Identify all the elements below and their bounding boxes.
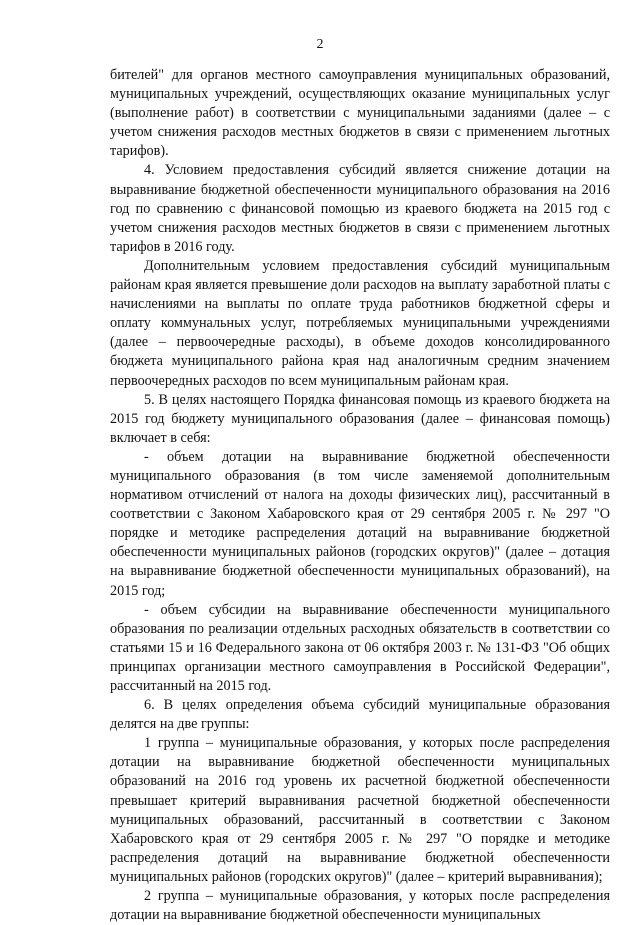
paragraph-group-2: 2 группа – муниципальные образования, у которых после распределения дотации на выравнивание бюджетной обеспеченности муниципальных (110, 888, 610, 924)
document-body (110, 66, 610, 925)
paragraph-item-4: 4. Условием предоставления субсидий является снижение дотации на выравнивание бюджетной обеспеченности муниципального образования на 2016 год по сравнению с финансовой помощью из краевого бюджета на 2015 год с учетом снижения расходов местных бюджетов в связи с применением льготных тарифов в 2016 году. (110, 162, 610, 255)
page-number: 2 (316, 37, 324, 52)
paragraph-group-1: 1 группа – муниципальные образования, у которых после распределения дотации на выравнивание бюджетной обеспеченности муниципальных образований на 2016 год уровень их расчетной бюджетной обеспеченности превышает критерий выравнивания расчетной бюджетной обеспеченности муниципальных образований, рассчитанный в соответствии с Законом Хабаровского края от 29 сентября 2005 г. № 297 "О порядке и методике распределения дотаций на выравнивание бюджетной обеспеченности муниципальных районов (городских округов)" (далее – критерий выравнивания); (110, 735, 610, 885)
paragraph-continuation: бителей" для органов местного самоуправления муниципальных образований, муниципальных учреждений, осуществляющих оказание муниципальных услуг (выполнение работ) в соответствии с муниципальными заданиями (далее – с учетом снижения расходов местных бюджетов в связи с применением льготных тарифов). (110, 67, 610, 160)
paragraph-item-6: 6. В целях определения объема субсидий муниципальные образования делятся на две группы: (110, 697, 610, 733)
paragraph-dash-dotation: - объем дотации на выравнивание бюджетной обеспеченности муниципального образования (в том числе заменяемой дополнительным нормативом отчислений от налога на доходы физических лиц), рассчитанный в соответствии с Законом Хабаровского края от 29 сентября 2005 г. № 297 "О порядке и методике распределения дотаций на выравнивание бюджетной обеспеченности муниципальных районов (городских округов)" (далее – дотация на выравнивание бюджетной обеспеченности муниципальных образований), на 2015 год; (110, 448, 610, 599)
paragraph-dash-subsidy: - объем субсидии на выравнивание обеспеченности муниципального образования по реализации отдельных расходных обязательств в соответствии со статьями 15 и 16 Федерального закона от 06 октября 2003 г. № 131-ФЗ "Об общих принципах организации местного самоуправления в Российской Федерации", рассчитанный на 2015 год. (110, 601, 610, 694)
paragraph-item-5: 5. В целях настоящего Порядка финансовая помощь из краевого бюджета на 2015 год бюджету муниципального образования (далее – финансовая помощь) включает в себя: (110, 391, 610, 446)
paragraph-additional-condition: Дополнительным условием предоставления субсидий муниципальным районам края является превышение доли расходов на выплату заработной платы с начислениями на выплаты по оплате труда работников бюджетной сферы и оплату коммунальных услуг, потребляемых муниципальными учреждениями (далее – первоочередные расходы), в объеме доходов консолидированного бюджета муниципального района края над аналогичным средним значением первоочередных расходов по всем муниципальным районам края. (110, 257, 610, 389)
